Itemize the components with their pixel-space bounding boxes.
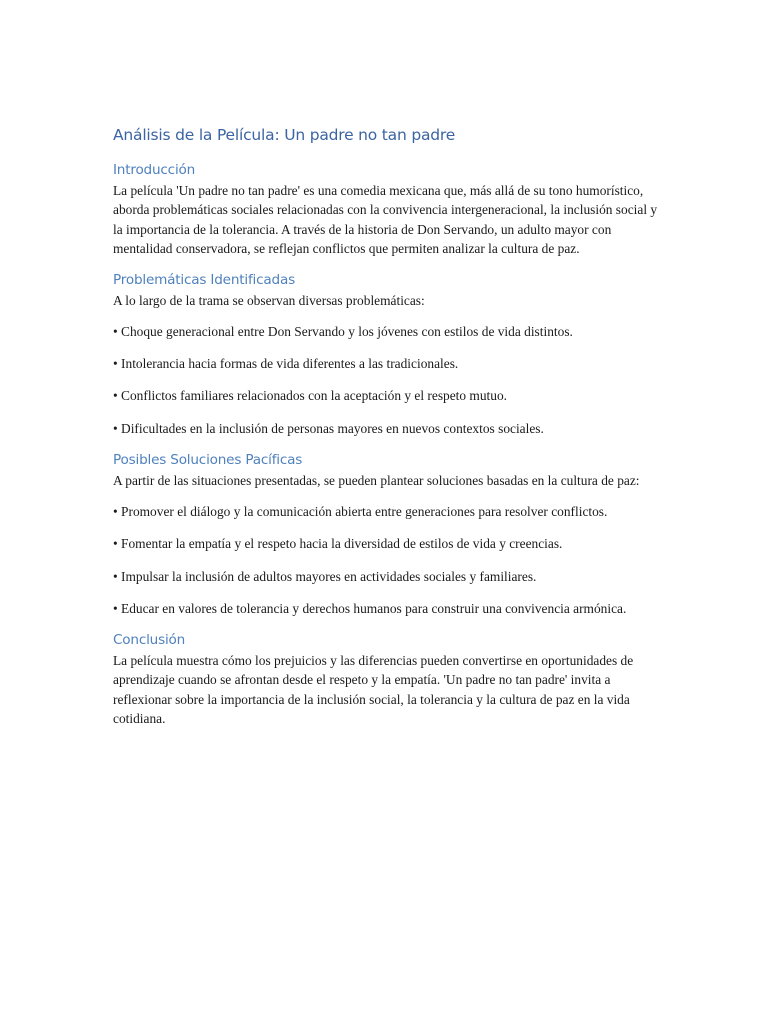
- document-page: [113, 124, 661, 741]
- problematicas-bullet-item: • Intolerancia hacia formas de vida diferentes a las tradicionales.: [113, 356, 459, 372]
- section-conclusion: [113, 631, 661, 729]
- section-problematicas: [113, 271, 661, 438]
- section-soluciones: [113, 451, 661, 618]
- conclusion-paragraph: La película muestra cómo los prejuicios y las diferencias pueden convertirse en oportunidades de aprendizaje cuando se afrontan desde el respeto y la empatía. 'Un padre no tan padre' invita a reflexionar sobre la importancia de la inclusión social, la tolerancia y la cultura de paz en la vida cotidiana.: [113, 653, 634, 727]
- introduccion-paragraph: La película 'Un padre no tan padre' es una comedia mexicana que, más allá de su tono humorístico, aborda problemáticas sociales relacionadas con la convivencia intergeneracional, la inclusión social y la importancia de la tolerancia. A través de la historia de Don Servando, un adulto mayor con mentalidad conservadora, se reflejan conflictos que permiten analizar la cultura de paz.: [113, 183, 658, 257]
- soluciones-bullet-item: • Educar en valores de tolerancia y derechos humanos para construir una convivencia armónica.: [113, 600, 627, 616]
- soluciones-intro: A partir de las situaciones presentadas, se pueden plantear soluciones basadas en la cultura de paz:: [113, 472, 640, 488]
- soluciones-bullet-item: • Fomentar la empatía y el respeto hacia la diversidad de estilos de vida y creencias.: [113, 536, 563, 552]
- section-heading-conclusion: Conclusión: [113, 632, 186, 649]
- problematicas-intro: A lo largo de la trama se observan diversas problemáticas:: [113, 292, 425, 308]
- section-heading-problematicas: Problemáticas Identificadas: [113, 271, 295, 288]
- section-introduccion: [113, 161, 661, 259]
- problematicas-bullet-item: • Conflictos familiares relacionados con la aceptación y el respeto mutuo.: [113, 388, 507, 404]
- problematicas-bullet-item: • Choque generacional entre Don Servando y los jóvenes con estilos de vida distintos.: [113, 324, 573, 340]
- document-title: Análisis de la Película: Un padre no tan padre: [113, 126, 456, 144]
- section-heading-soluciones: Posibles Soluciones Pacíficas: [113, 451, 303, 468]
- problematicas-bullet-item: • Dificultades en la inclusión de personas mayores en nuevos contextos sociales.: [113, 420, 544, 436]
- soluciones-bullet-item: • Impulsar la inclusión de adultos mayores en actividades sociales y familiares.: [113, 568, 537, 584]
- section-heading-introduccion: Introducción: [113, 162, 196, 178]
- soluciones-bullet-item: • Promover el diálogo y la comunicación abierta entre generaciones para resolver conflictos.: [113, 504, 608, 520]
